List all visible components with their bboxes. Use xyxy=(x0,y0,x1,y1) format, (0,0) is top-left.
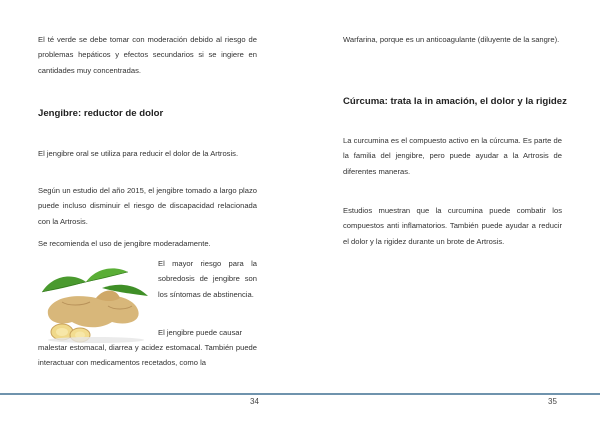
left-para-interact-cont: malestar estomacal, diarrea y acidez estomacal. También puede interactuar con medicamentos recetados, como la xyxy=(38,343,257,368)
left-heading-ginger: Jengibre: reductor de dolor xyxy=(38,108,164,119)
footer-rule xyxy=(0,393,600,395)
left-para-study-2015: Según un estudio del año 2015, el jengibre tomado a largo plazo puede incluso disminuir el riesgo de discapacidad relacionada con la Artrosis. xyxy=(38,186,257,226)
left-para-ginger-oral: El jengibre oral se utiliza para reducir el dolor de la Artrosis. xyxy=(38,149,239,158)
left-para-interact-start: El jengibre puede causar xyxy=(158,328,243,337)
right-para-curcumina: La curcumina es el compuesto activo en la cúrcuma. Es parte de la familia del jengibre, pero puede ayudar a la Artrosis de diferentes maneras. xyxy=(343,136,562,176)
right-para-studies: Estudios muestran que la curcumina puede combatir los compuestos anti inflamatorios. También puede ayudar a reducir el dolor y la rigidez durante un brote de Artrosis. xyxy=(343,206,562,246)
page-number-left: 34 xyxy=(250,397,259,406)
leaf-left xyxy=(42,277,86,292)
left-para-recommendation: Se recomienda el uso de jengibre moderadamente. xyxy=(38,239,211,248)
page-number-right: 35 xyxy=(548,397,557,406)
right-para-warfarina: Warfarina, porque es un anticoagulante (diluyente de la sangre). xyxy=(343,35,560,44)
leaf-top xyxy=(86,268,128,282)
left-para-green-tea: El té verde se debe tomar con moderación debido al riesgo de problemas hepáticos y efectos secundarios si se ingiere en cantidades muy concentradas. xyxy=(38,35,257,75)
ginger-root-image xyxy=(38,262,150,344)
right-heading-curcuma: Cúrcuma: trata la in amación, el dolor y la rigidez xyxy=(343,96,567,107)
left-para-overdose: El mayor riesgo para la sobredosis de jengibre son los síntomas de abstinencia. xyxy=(158,259,257,299)
ginger-root xyxy=(48,296,139,328)
